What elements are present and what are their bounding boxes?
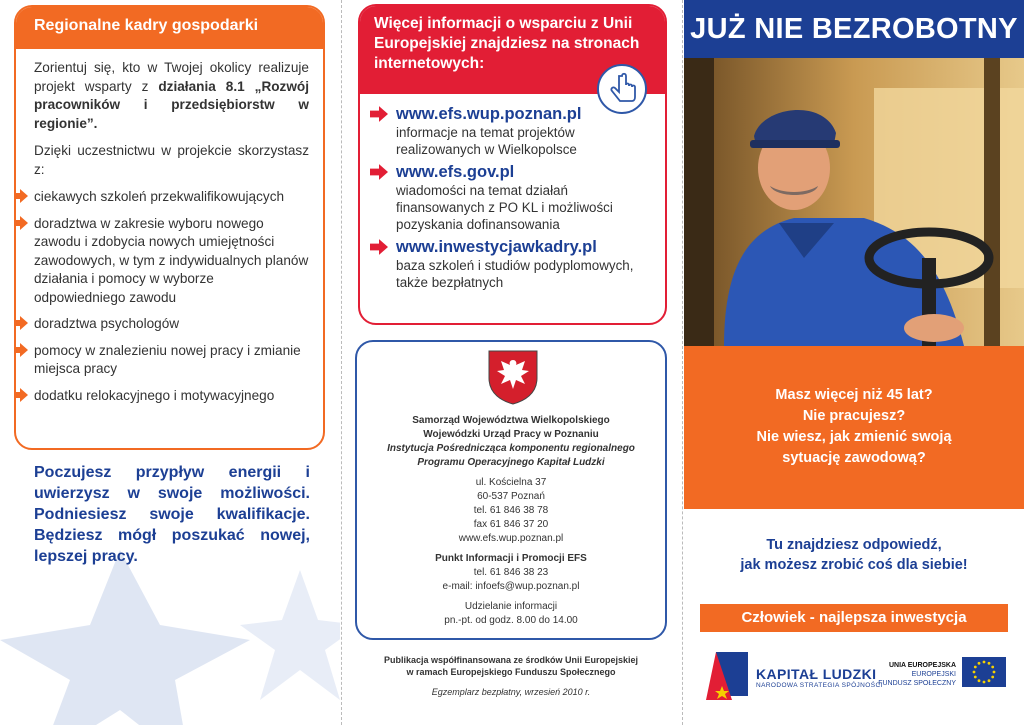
- list-item: [396, 237, 653, 291]
- page-title: JUŻ NIE BEZROBOTNY: [684, 0, 1024, 58]
- list-item-text: doradztwa w zakresie wyboru nowego zawodu i zdobycia nowych umiejętności zawodowych, w tym z indywidualnych planów działania i pomocy w wyborze odpowiedniego zawodu: [34, 215, 309, 305]
- list-item: [396, 162, 653, 233]
- address-line: ul. Kościelna 37: [475, 477, 547, 488]
- answer-text: [684, 535, 1024, 575]
- eu-label-line: FUNDUSZ SPOŁECZNY: [878, 680, 956, 687]
- question-text: sytuację zawodową?: [782, 450, 926, 466]
- hours-label: Udzielanie informacji: [464, 601, 558, 612]
- card-header-text: Więcej informacji o wsparciu z Unii Europejskiej znajdziesz na stronach internetowych:: [374, 15, 640, 72]
- arrow-right-icon: [14, 316, 28, 330]
- question-text: Masz więcej niż 45 lat?: [775, 387, 933, 403]
- more-info-card: [358, 4, 667, 325]
- list-item: [396, 104, 653, 158]
- list-item-text: pomocy w znalezieniu nowej pracy i zmianie miejsca pracy: [34, 342, 301, 376]
- list-item-text: ciekawych szkoleń przekwalifikowujących: [34, 189, 285, 204]
- arrow-right-icon: [14, 189, 28, 203]
- info-point-title: Punkt Informacji i Promocji EFS: [435, 553, 587, 564]
- cofinancing-text: w ramach Europejskiego Funduszu Społecznego: [406, 667, 616, 677]
- org-role: Instytucja Pośrednicząca komponentu regionalnego: [387, 443, 635, 454]
- arrow-right-icon: [370, 239, 388, 255]
- publication-note: [358, 654, 664, 698]
- fold-line: [341, 0, 342, 725]
- contact-info: [358, 414, 664, 628]
- phone-number: tel. 61 846 38 23: [473, 567, 549, 578]
- question-box: [684, 346, 1024, 509]
- link-description: baza szkoleń i studiów podyplomowych, także bezpłatnych: [396, 258, 634, 290]
- answer-line: Tu znajdziesz odpowiedź,: [766, 537, 942, 553]
- org-name: Samorząd Województwa Wielkopolskiego: [412, 415, 610, 426]
- arrow-right-icon: [14, 216, 28, 230]
- fax-number: fax 61 846 37 20: [473, 519, 549, 530]
- org-role: Programu Operacyjnego Kapitał Ludzki: [417, 457, 605, 468]
- eu-label-line: EUROPEJSKI: [911, 671, 956, 678]
- website-link[interactable]: www.efs.wup.poznan.pl: [396, 105, 582, 123]
- intro-paragraph: [34, 59, 309, 133]
- kapital-ludzki-logo: [706, 648, 748, 700]
- arrow-right-icon: [370, 164, 388, 180]
- intro-text: Zorientuj się, kto w Twojej okolicy realizuje projekt wsparty z: [34, 60, 309, 94]
- forklift-operator-photo: [684, 58, 1024, 346]
- regional-staff-card: [14, 5, 325, 450]
- free-copy-note: Egzemplarz bezpłatny, wrzesień 2010 r.: [431, 687, 591, 697]
- card-header: Regionalne kadry gospodarki: [16, 7, 323, 49]
- org-name: Wojewódzki Urząd Pracy w Poznaniu: [423, 429, 599, 440]
- answer-line: jak możesz zrobić coś dla siebie!: [740, 557, 968, 573]
- email-link[interactable]: e-mail: infoefs@wup.poznan.pl: [442, 581, 580, 592]
- slogan-banner: Człowiek - najlepsza inwestycja: [700, 604, 1008, 632]
- address-line: 60-537 Poznań: [477, 491, 545, 502]
- website-link[interactable]: www.efs.gov.pl: [396, 163, 515, 181]
- eu-label: [866, 661, 956, 688]
- list-item-text: doradztwa psychologów: [34, 316, 180, 331]
- list-item: [34, 215, 309, 308]
- website-link[interactable]: www.efs.wup.poznan.pl: [458, 533, 564, 544]
- intro-action-name: działania 8.1 „Rozwój pracowników i przedsiębiorstw w regionie”.: [34, 78, 310, 131]
- arrow-right-icon: [14, 388, 28, 402]
- phone-number: tel. 61 846 38 78: [473, 505, 549, 516]
- logo-title: KAPITAŁ LUDZKI: [756, 666, 877, 682]
- motivation-message: Poczujesz przypływ energii i uwierzysz w swoje możliwości. Podniesiesz swoje kwalifikacje. Będziesz mógł poszukać nowej, lepszej pracy.: [34, 464, 310, 565]
- card-header: [360, 6, 665, 94]
- link-description: wiadomości na temat działań finansowanych z PO KL i możliwości pozyskania dofinansowania: [396, 183, 613, 232]
- list-item: [34, 188, 309, 207]
- hours-value: pn.-pt. od godz. 8.00 do 14.00: [444, 615, 578, 626]
- website-link[interactable]: www.inwestycjawkadry.pl: [396, 238, 597, 256]
- lead-paragraph: Dzięki uczestnictwu w projekcie skorzystasz z:: [34, 143, 309, 177]
- cofinancing-text: Publikacja współfinansowana ze środków Unii Europejskiej: [383, 655, 639, 665]
- list-item: [34, 342, 309, 379]
- question-text: Nie wiesz, jak zmienić swoją: [756, 429, 952, 445]
- question-text: Nie pracujesz?: [802, 408, 906, 424]
- logo-subtitle: NARODOWA STRATEGIA SPÓJNOŚCI: [756, 682, 883, 689]
- list-item-text: dodatku relokacyjnego i motywacyjnego: [34, 387, 275, 403]
- arrow-right-icon: [14, 343, 28, 357]
- arrow-right-icon: [370, 106, 388, 122]
- eu-flag-icon: [962, 657, 1006, 687]
- kapital-ludzki-text: [756, 666, 883, 689]
- links-list: [360, 94, 665, 291]
- list-item: [34, 387, 309, 406]
- benefits-list: [34, 188, 309, 405]
- eu-label-line: UNIA EUROPEJSKA: [888, 662, 956, 669]
- list-item: [34, 315, 309, 334]
- link-description: informacje na temat projektów realizowanych w Wielkopolsce: [396, 125, 577, 157]
- coat-of-arms-icon: [484, 348, 542, 406]
- fold-line: [682, 0, 683, 725]
